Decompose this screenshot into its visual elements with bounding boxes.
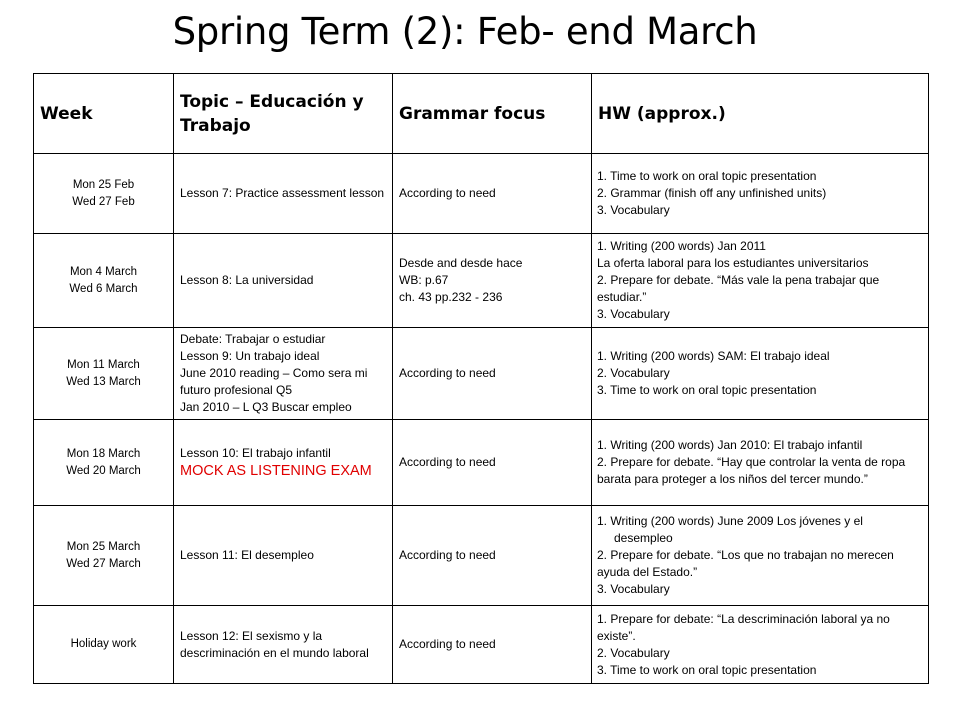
topic-cell-line: Lesson 11: El desempleo bbox=[180, 548, 314, 562]
hw-cell-line: 3. Vocabulary bbox=[597, 203, 670, 217]
hw-cell-line: La oferta laboral para los estudiantes universitarios bbox=[597, 256, 869, 270]
hw-cell-line: 2. Vocabulary bbox=[597, 366, 670, 380]
week-cell-line: Wed 27 March bbox=[66, 557, 141, 570]
header-grammar: Grammar focus bbox=[393, 74, 592, 154]
hw-cell-line: 1. Writing (200 words) Jan 2011 bbox=[597, 239, 766, 253]
topic-cell-line: Debate: Trabajar o estudiar bbox=[180, 332, 326, 346]
hw-cell-line: desempleo bbox=[614, 531, 673, 545]
week-cell bbox=[34, 328, 174, 420]
topic-cell bbox=[174, 420, 393, 506]
grammar-cell bbox=[393, 420, 592, 506]
week-cell-line: Holiday work bbox=[70, 638, 137, 650]
topic-cell-line: June 2010 reading – Como sera mi futuro profesional Q5 bbox=[180, 366, 368, 397]
topic-cell bbox=[174, 328, 393, 420]
week-cell bbox=[34, 154, 174, 234]
hw-cell-line: 2. Prepare for debate. “Hay que controlar la venta de ropa barata para proteger a los niños del tercer mundo.” bbox=[597, 455, 906, 486]
schedule-table bbox=[33, 73, 929, 684]
hw-cell-line: 3. Vocabulary bbox=[597, 582, 670, 596]
table-row bbox=[34, 234, 929, 328]
grammar-cell-line: WB: p.67 bbox=[399, 273, 449, 287]
hw-cell-line: 2. Grammar (finish off any unfinished units) bbox=[597, 186, 827, 200]
hw-cell-line: 1. Writing (200 words) June 2009 Los jóvenes y el bbox=[597, 514, 863, 528]
mock-exam-alert: MOCK AS LISTENING EXAM bbox=[180, 462, 372, 479]
week-cell-line: Mon 18 March bbox=[66, 447, 141, 460]
grammar-cell bbox=[393, 328, 592, 420]
week-cell-line: Mon 4 March bbox=[69, 265, 138, 278]
topic-cell-line: Lesson 10: El trabajo infantil bbox=[180, 445, 331, 460]
week-cell bbox=[34, 420, 174, 506]
hw-cell-line: 2. Prepare for debate. “Más vale la pena trabajar que estudiar.” bbox=[597, 273, 880, 304]
week-cell bbox=[34, 234, 174, 328]
hw-cell-line: 2. Prepare for debate. “Los que no trabajan no merecen ayuda del Estado.” bbox=[597, 548, 894, 579]
topic-cell-line: Jan 2010 – L Q3 Buscar empleo bbox=[180, 400, 352, 414]
grammar-cell-line: ch. 43 pp.232 - 236 bbox=[399, 290, 503, 304]
hw-cell bbox=[592, 506, 929, 606]
week-cell-line: Mon 25 Feb bbox=[72, 178, 135, 191]
table-row bbox=[34, 154, 929, 234]
table-row bbox=[34, 506, 929, 606]
hw-cell bbox=[592, 328, 929, 420]
topic-cell-line: Lesson 8: La universidad bbox=[180, 273, 314, 287]
hw-cell-line: 1. Writing (200 words) SAM: El trabajo ideal bbox=[597, 349, 830, 363]
hw-cell-line: 1. Time to work on oral topic presentation bbox=[597, 169, 817, 183]
grammar-cell-line: Desde and desde hace bbox=[399, 256, 523, 270]
hw-cell bbox=[592, 420, 929, 506]
week-cell bbox=[34, 506, 174, 606]
hw-cell-line: 3. Time to work on oral topic presentation bbox=[597, 383, 817, 397]
page-title: Spring Term (2): Feb- end March bbox=[172, 10, 758, 53]
header-row bbox=[34, 74, 929, 154]
week-cell-line: Wed 13 March bbox=[66, 375, 141, 388]
hw-cell bbox=[592, 154, 929, 234]
hw-cell-line: 1. Prepare for debate: “La descriminación laboral ya no existe”. bbox=[597, 611, 890, 643]
week-cell-line: Mon 11 March bbox=[67, 358, 140, 371]
grammar-cell bbox=[393, 154, 592, 234]
header-hw: HW (approx.) bbox=[592, 74, 929, 154]
grammar-cell-line: According to need bbox=[399, 637, 496, 651]
topic-cell bbox=[174, 234, 393, 328]
table-row bbox=[34, 328, 929, 420]
grammar-cell-line: According to need bbox=[399, 455, 496, 469]
topic-cell-line: Lesson 9: Un trabajo ideal bbox=[180, 349, 320, 363]
hw-cell-line: 1. Writing (200 words) Jan 2010: El trabajo infantil bbox=[597, 438, 863, 452]
week-cell-line: Wed 6 March bbox=[69, 282, 138, 295]
grammar-cell bbox=[393, 606, 592, 684]
hw-cell-line: 2. Vocabulary bbox=[597, 645, 670, 660]
week-cell-line: Wed 20 March bbox=[66, 464, 141, 477]
table-row bbox=[34, 606, 929, 684]
week-cell-line: Wed 27 Feb bbox=[72, 195, 135, 208]
header-topic: Topic – Educación y Trabajo bbox=[174, 74, 393, 154]
week-cell bbox=[34, 606, 174, 684]
header-week: Week bbox=[34, 74, 174, 154]
grammar-cell-line: According to need bbox=[399, 548, 496, 562]
hw-cell-line: 3. Vocabulary bbox=[597, 307, 670, 321]
grammar-cell bbox=[393, 234, 592, 328]
week-cell-line: Mon 25 March bbox=[66, 540, 141, 553]
schedule-body bbox=[34, 154, 929, 684]
hw-cell bbox=[592, 234, 929, 328]
topic-cell bbox=[174, 154, 393, 234]
table-row bbox=[34, 420, 929, 506]
hw-cell-line: 3. Time to work on oral topic presentation bbox=[597, 662, 817, 677]
topic-cell bbox=[174, 606, 393, 684]
grammar-cell-line: According to need bbox=[399, 186, 496, 200]
grammar-cell-line: According to need bbox=[399, 366, 496, 380]
topic-cell bbox=[174, 506, 393, 606]
topic-cell-line: Lesson 7: Practice assessment lesson bbox=[180, 186, 385, 200]
grammar-cell bbox=[393, 506, 592, 606]
hw-cell bbox=[592, 606, 929, 684]
topic-cell-line: Lesson 12: El sexismo y la descriminación en el mundo laboral bbox=[180, 628, 369, 660]
